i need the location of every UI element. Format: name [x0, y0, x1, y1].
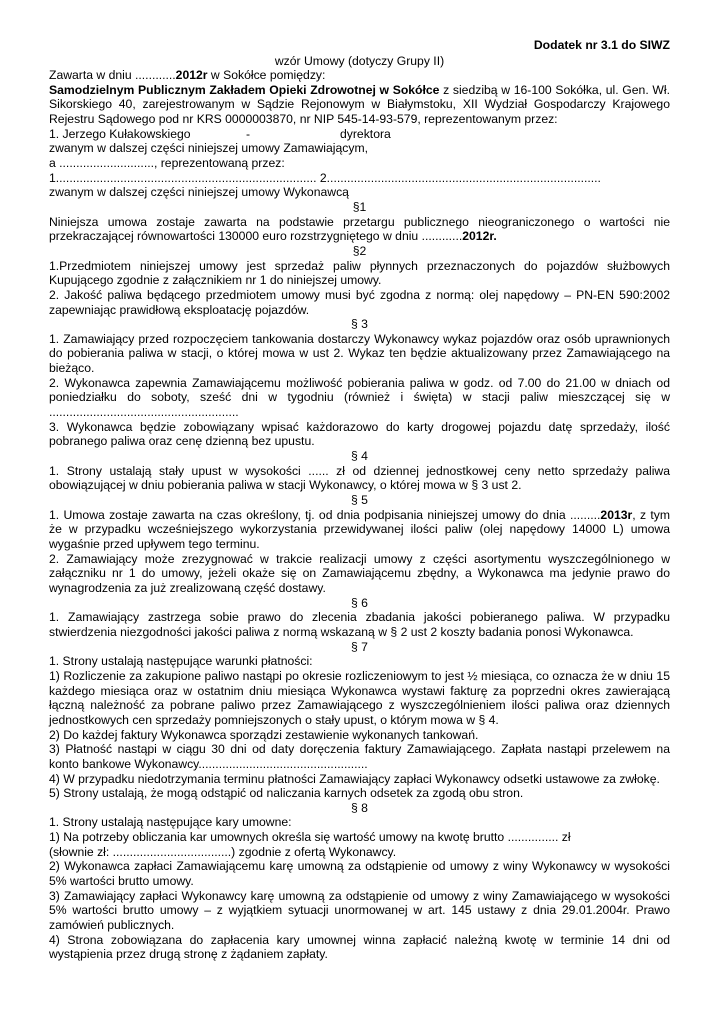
section-7-paragraph: 5) Strony ustalają, że mogą odstąpić od naliczania karnych odsetek za zgodą obu stron. [49, 786, 524, 801]
concluded-line: Zawarta w dniu ............2012r w Sokółce pomiędzy: [49, 68, 326, 82]
section-8-paragraph: 2) Wykonawca zapłaci Zamawiającemu karę umowną za odstąpienie od umowy z winy Wykonawcy w wysokości 5% wartości brutto umowy. [49, 859, 670, 889]
section-3-paragraph: 2. Wykonawca zapewnia Zamawiającemu możliwość pobierania paliwa w godz. od 7.00 do 21.00 w dniach od poniedziałku do soboty, sześć dni w tygodniu (również i święta) w stacji paliw mieszczącej się w ........................................................ [49, 375, 670, 420]
section-7-heading: § 7 [351, 639, 368, 654]
document-subtitle: wzór Umowy (dotyczy Grupy II) [274, 54, 445, 68]
section-7-paragraph: 1. Strony ustalają następujące warunki płatności: [49, 654, 313, 669]
section-8-paragraph: 1) Na potrzeby obliczania kar umownych określa się wartość umowy na kwotę brutto ............... zł [49, 830, 571, 845]
section-4-heading: § 4 [351, 449, 368, 464]
signatories-line: 1............................................................................. 2................................................................................. [49, 170, 601, 185]
representative-line: 1. Jerzego Kułakowskiego - dyrektora [49, 126, 391, 141]
annex-label: Dodatek nr 3.1 do SIWZ [533, 38, 670, 52]
section-4-paragraph: 1. Strony ustalają stały upust w wysokości ...... zł od dziennej jednostkowej ceny netto sprzedaży paliwa obowiązującej w dniu pobierania paliwa w stacji Wykonawcy, o której mowa w § 3 ust 2. [49, 463, 670, 493]
section-2-heading: §2 [352, 243, 367, 258]
section-3-heading: § 3 [351, 317, 368, 332]
section-5-paragraph: 2. Zamawiający może zrezygnować w trakcie realizacji umowy z części asortymentu wyszczególnionego w załączniku nr 1 do umowy, jeżeli okaże się on Zamawiającemu zbędny, a Wykonawca ma jedynie prawo do wynagrodzenia za już zrealizowaną część dostawy. [49, 551, 670, 595]
section-3-paragraph: 1. Zamawiający przed rozpoczęciem tankowania dostarczy Wykonawcy wykaz pojazdów oraz osób uprawnionych do pobierania paliwa w stacji, o której mowa w ust 2. Wykaz ten będzie aktualizowany przez Zamawiającego na bieżąco. [49, 331, 670, 376]
section-5-paragraph: 1. Umowa zostaje zawarta na czas określony, tj. od dnia podpisania niniejszej umowy do dnia .........2013r, z tym że w przypadku wcześniejszego wykorzystania przewidywanej ilości paliw (olej napędowy 14000 L) umowa wygaśnie przed upływem tego terminu. [49, 507, 671, 551]
section-7-paragraph: 1) Rozliczenie za zakupione paliwo nastąpi po okresie rozliczeniowym to jest ½ miesiąca, co oznacza że w dniu 15 każdego miesiąca oraz w ostatnim dniu miesiąca Wykonawca wystawi fakturę za poprzedni okres zawierającą łączną należność za pobrane paliwo przez Zamawiającego z wyszczególnieniem ilości paliwa oraz dziennych jednostkowych cen sprzedaży pomniejszonych o stały upust, o którym mowa w § 4. [49, 668, 670, 727]
contractor-called-line: zwanym w dalszej części niniejszej umowy Wykonawcą [49, 185, 349, 200]
section-8-heading: § 8 [351, 800, 368, 815]
section-6-heading: § 6 [351, 595, 368, 610]
section-1-heading: §1 [352, 199, 367, 214]
section-8-paragraph: (słownie zł: ...................................) zgodnie z ofertą Wykonawcy. [49, 844, 397, 859]
section-3-paragraph: 3. Wykonawca będzie zobowiązany wpisać każdorazowo do karty drogowej pojazdu datę sprzedaży, ilość pobranego paliwa oraz cenę dzienną bez upustu. [49, 419, 670, 449]
party-description: Samodzielnym Publicznym Zakładem Opieki Zdrowotnej w Sokółce z siedzibą w 16-100 Sokółka, ul. Gen. Wł. Sikorskiego 40, zarejestrowanym w Sądzie Rejonowym w Białymstoku, XII Wydział Gospodarczy Krajowego Rejestru Sądowego pod nr KRS 0000003870, nr NIP 545-14-93-579, reprezentowanym przez: [49, 82, 670, 126]
section-1-text: Niniejsza umowa zostaje zawarta na podstawie przetargu publicznego nieograniczonego o wartości nie przekraczającej równowartości 130000 euro rozstrzygniętego w dniu ............2012r. [49, 214, 670, 244]
section-7-paragraph: 4) W przypadku niedotrzymania terminu płatności Zamawiający zapłaci Wykonawcy odsetki ustawowe za zwłokę. [49, 771, 660, 786]
section-6-paragraph: 1. Zamawiający zastrzega sobie prawo do zlecenia zbadania jakości pobieranego paliwa. W przypadku stwierdzenia niezgodności jakości paliwa z normą wskazaną w § 2 ust 2 koszty badania ponosi Wykonawca. [49, 610, 670, 639]
section-2-paragraph: 1.Przedmiotem niniejszej umowy jest sprzedaż paliw płynnych przeznaczonych do pojazdów służbowych Kupującego zgodnie z załącznikiem nr 1 do niniejszej umowy. [49, 258, 670, 288]
contractor-line: a ............................, reprezentowaną przez: [49, 155, 285, 170]
section-8-paragraph: 4) Strona zobowiązana do zapłacenia kary umownej winna zapłacić należną kwotę w terminie 14 dni od wystąpienia przez drugą stronę z żądaniem zapłaty. [49, 932, 670, 962]
ordering-party-line: zwanym w dalszej części niniejszej umowy Zamawiającym, [49, 141, 368, 156]
section-5-heading: § 5 [351, 493, 368, 508]
section-8-paragraph: 1. Strony ustalają następujące kary umowne: [49, 815, 292, 830]
section-7-paragraph: 2) Do każdej faktury Wykonawca sporządzi zestawienie wykonanych tankowań. [49, 727, 479, 742]
contract-body [49, 68, 670, 962]
section-8-paragraph: 3) Zamawiający zapłaci Wykonawcy karę umowną za odstąpienie od umowy z winy Zamawiającego w wysokości 5% wartości brutto umowy – z wyjątkiem sytuacji unormowanej w art. 145 ustawy z dnia 29.01.2004r. Prawo zamówień publicznych. [49, 888, 670, 933]
section-7-paragraph: 3) Płatność nastąpi w ciągu 30 dni od daty doręczenia faktury Zamawiającego. Zapłata nastąpi przelewem na konto bankowe Wykonawcy.................................................. [49, 742, 670, 771]
section-2-paragraph: 2. Jakość paliwa będącego przedmiotem umowy musi być zgodna z normą: olej napędowy – PN-EN 590:2002 zapewniając prawidłową eksploatację pojazdów. [49, 287, 670, 317]
